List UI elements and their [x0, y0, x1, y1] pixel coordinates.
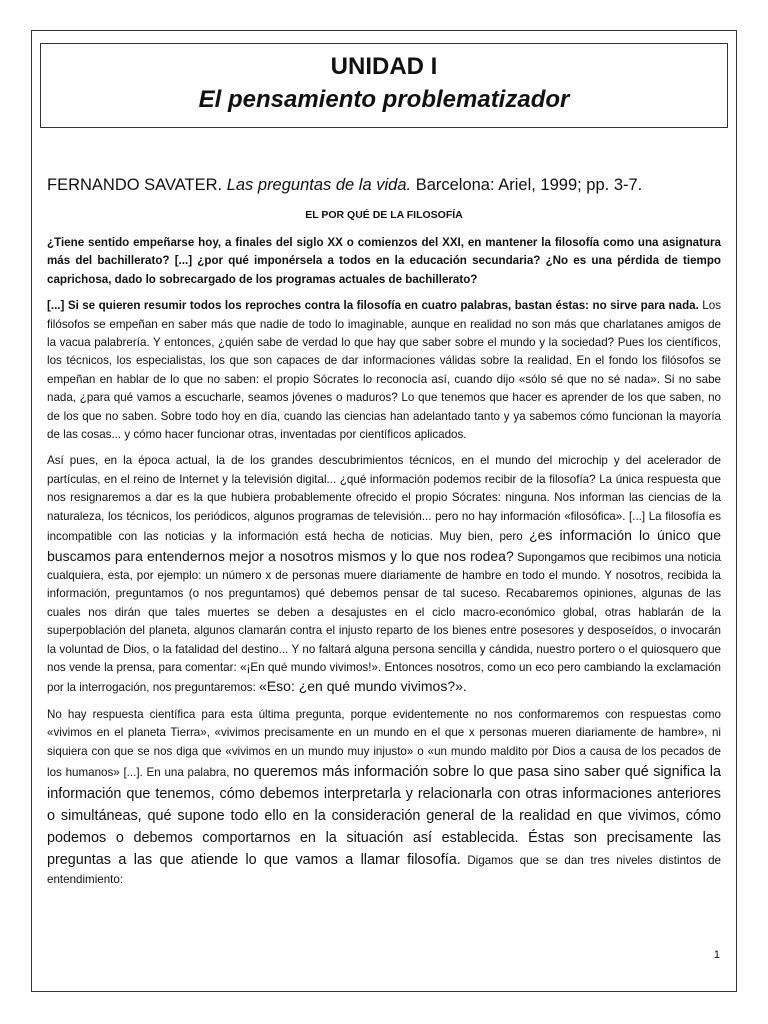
paragraph-1: ¿Tiene sentido empeñarse hoy, a finales del siglo XX o comienzos del XXI, en mantener la filosofía como una asignatura más del bachillerato? [...] ¿por qué imponérsela a todos en la educación secundaria? ¿No es una pérdida de tiempo caprichosa, dado lo sobrecargado de los programas actuales de bachillerato? — [47, 236, 721, 286]
article-body — [47, 234, 721, 897]
section-title: EL POR QUÉ DE LA FILOSOFÍA — [305, 209, 463, 221]
paragraph-4-text-a: No hay respuesta científica para esta última pregunta, porque evidentemente no nos conformaremos con respuestas como «vivimos en el planeta Tierra», «vivimos precisamente en un mundo en el que x personas mueren diariamente de hambre», ni siquiera con que se nos diga que «vivimos en un mundo muy injusto» o «un mundo maldito por Dios a causa de los pecados de los humanos» [...]. En una palabra, — [47, 707, 721, 779]
unit-subtitle: El pensamiento problematizador — [198, 86, 570, 113]
paragraph-3-question: ¿es información lo único que buscamos para entendernos mejor a nosotros mismos y lo que nos rodea? — [47, 527, 721, 564]
title-box — [40, 43, 728, 128]
citation-book: Las preguntas de la vida. — [226, 176, 412, 194]
paragraph-4-text-b: Digamos que se dan tres niveles distintos de entendimiento: — [47, 853, 721, 886]
paragraph-4-emphasis: no queremos más información sobre lo que pasa sino saber qué significa la información que tenemos, cómo debemos interpretarla y relacionarla con otras informaciones anteriores o simultáneas, qué supone todo ello en la consideración general de la realidad en que vivimos, cómo podemos o debemos comportarnos en la situación así establecida. Éstas son precisamente las preguntas a las que atiende lo que vamos a llamar filosofía. — [47, 763, 721, 868]
paragraph-4 — [47, 706, 721, 890]
paragraph-3-quote: «Eso: ¿en qué mundo vivimos?». — [259, 678, 467, 695]
citation-author: FERNANDO SAVATER. — [47, 176, 223, 194]
paragraph-2 — [47, 297, 721, 444]
paragraph-2-text: Los filósofos se empeñan en saber más que nadie de todo lo imaginable, aunque en realidad no son más que charlatanes amigos de la vacua palabrería. Y entonces, ¿quién sabe de verdad lo que hay que saber sobre el mundo y la sociedad? Pues los científicos, los técnicos, los especialistas, los que son capaces de dar informaciones válidas sobre la realidad. En el fondo los filósofos se empeñan en hablar de lo que no saben: el propio Sócrates lo reconocía así, cuando dijo «sólo sé que no sé nada». Si no sabe nada, ¿para qué vamos a escucharle, seamos jóvenes o maduros? Lo que tenemos que hacer es aprender de los que saben, no de los que no saben. Sobre todo hoy en día, cuando las ciencias han adelantado tanto y ya sabemos cómo funcionan la mayoría de las cosas... y cómo hacer funcionar otras, inventadas por científicos aplicados. — [47, 299, 721, 442]
page-number: 1 — [713, 949, 720, 961]
citation-publication: Barcelona: Ariel, 1999; pp. 3-7. — [415, 176, 643, 194]
paragraph-3 — [47, 452, 721, 697]
paragraph-3-text-b: Supongamos que recibimos una noticia cualquiera, esta, por ejemplo: un número x de personas muere diariamente de hambre en todo el mundo. Y nosotros, recibida la información, preguntamos (o nos preguntamos) qué debemos pensar de tal suceso. Recabaremos opiniones, algunas de las cuales nos dirán que tales muertes se deben a desajustes en el ciclo macro-económico global, otras hablarán de la superpoblación del planeta, algunos clamarán contra el injusto reparto de los bienes entre posesores y desposeídos, o invocarán la voluntad de Dios, o la fatalidad del destino... Y no faltará alguna persona sencilla y cándida, nuestro portero o el quiosquero que nos vende la prensa, para comentar: «¡En qué mundo vivimos!». Entonces nosotros, como un eco pero cambiando la exclamación por la interrogación, nos preguntaremos: — [47, 550, 721, 695]
citation — [47, 175, 727, 195]
paragraph-2-lead: [...] Si se quieren resumir todos los reproches contra la filosofía en cuatro palabras, bastan éstas: no sirve para nada. — [47, 299, 699, 313]
paragraph-3-text-a: Así pues, en la época actual, la de los grandes descubrimientos técnicos, en el mundo del microchip y del acelerador de partículas, en el reino de Internet y la televisión digital... ¿qué información podemos recibir de la filosofía? La única respuesta que nos resignaremos a dar es la que hubiera probablemente ofrecido el propio Sócrates: ninguna. Nos informan las ciencias de la naturaleza, los técnicos, los periódicos, algunos programas de televisión... pero no hay información «filosófica». [...] La filosofía es incompatible con las noticias y la información está hecha de noticias. Muy bien, pero — [47, 454, 721, 544]
unit-title: UNIDAD I — [330, 53, 438, 80]
